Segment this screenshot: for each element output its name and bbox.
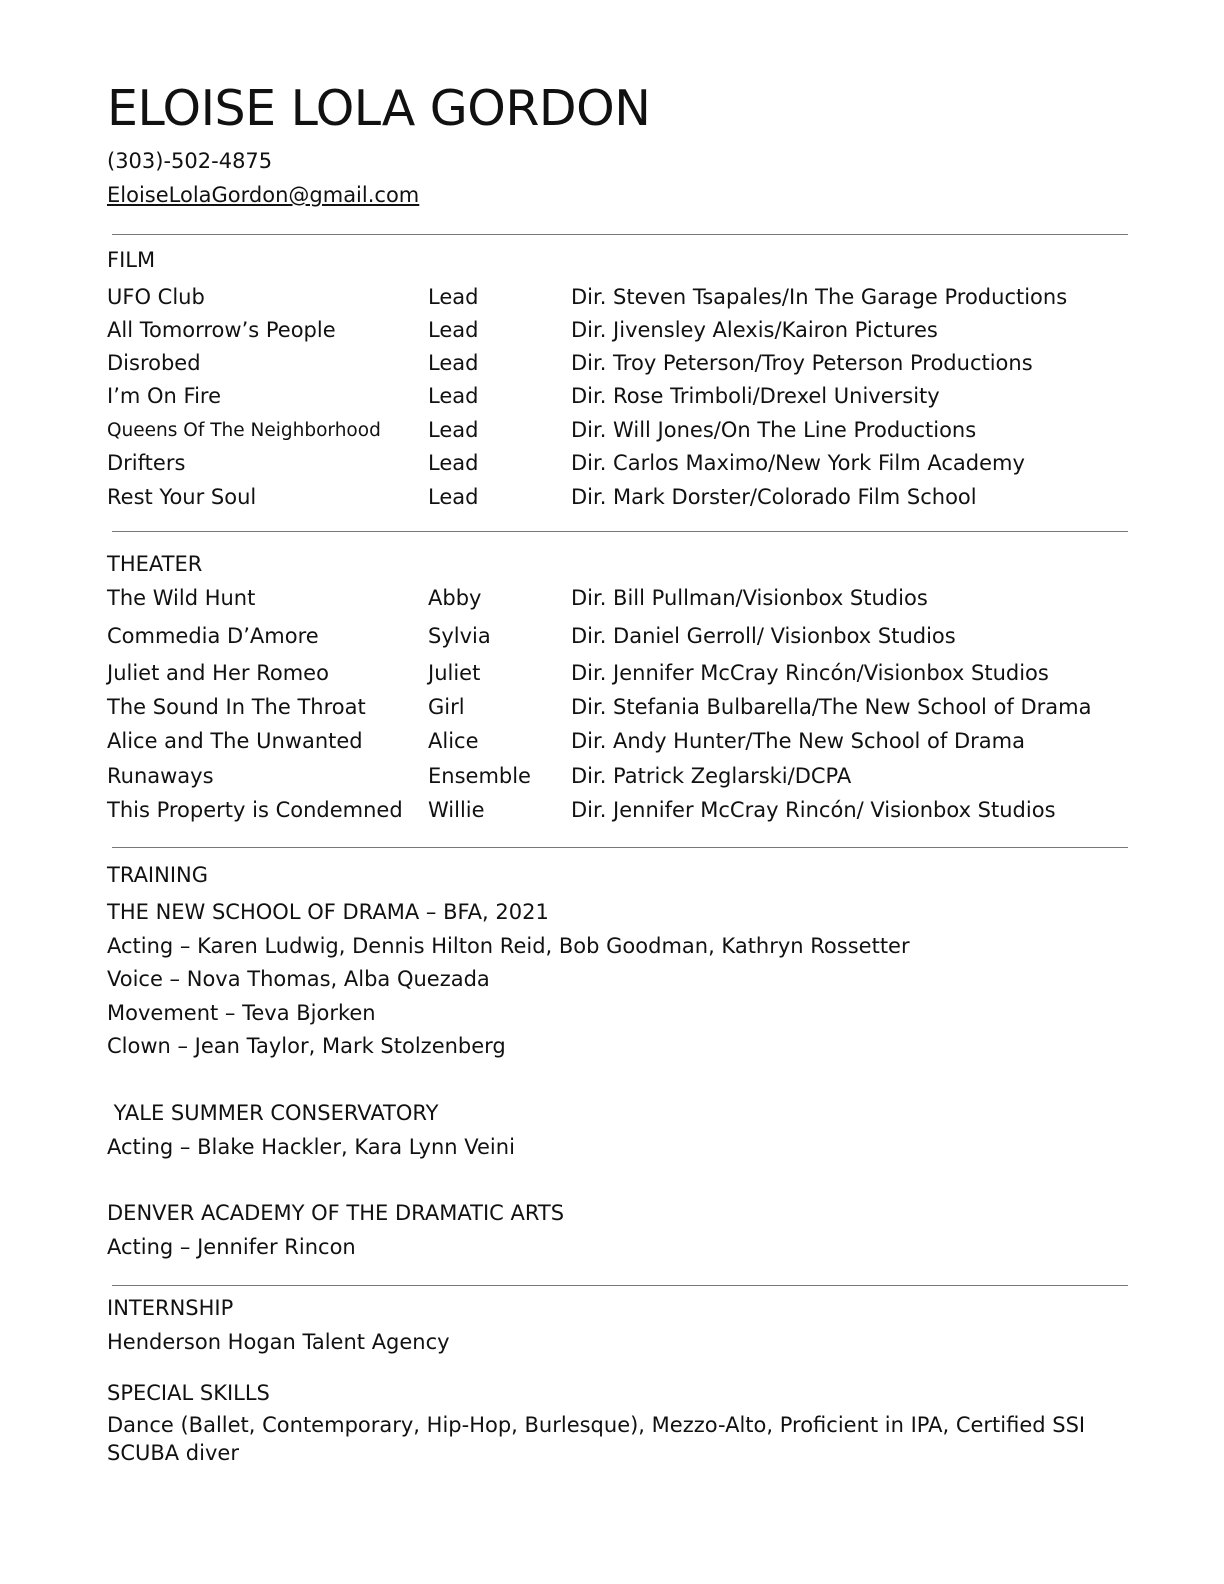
credit-title: This Property is Condemned (107, 798, 403, 822)
credit-title: The Wild Hunt (107, 586, 256, 610)
credit-title: Runaways (107, 764, 214, 788)
credit-director: Dir. Daniel Gerroll/ Visionbox Studios (571, 624, 956, 648)
credit-title: Rest Your Soul (107, 485, 257, 509)
email-link[interactable]: EloiseLolaGordon@gmail.com (107, 183, 420, 207)
film-row (107, 285, 1137, 315)
school-title: THE NEW SCHOOL OF DRAMA – BFA, 2021 (107, 900, 549, 924)
film-heading: FILM (107, 248, 156, 272)
training-line: Clown – Jean Taylor, Mark Stolzenberg (107, 1034, 506, 1058)
credit-title: Commedia D’Amore (107, 624, 319, 648)
credit-director: Dir. Jennifer McCray Rincón/Visionbox Studios (571, 661, 1049, 685)
divider (112, 847, 1128, 848)
credit-director: Dir. Will Jones/On The Line Productions (571, 418, 977, 442)
skills-text: Dance (Ballet, Contemporary, Hip-Hop, Burlesque), Mezzo-Alto, Proficient in IPA, Certified SSI (107, 1413, 1086, 1437)
credit-title: Juliet and Her Romeo (107, 661, 329, 685)
theater-heading: THEATER (107, 552, 203, 576)
credit-role: Lead (428, 351, 479, 375)
credit-director: Dir. Mark Dorster/Colorado Film School (571, 485, 977, 509)
skills-heading: SPECIAL SKILLS (107, 1381, 270, 1405)
film-row (107, 384, 1137, 414)
credit-director: Dir. Jennifer McCray Rincón/ Visionbox Studios (571, 798, 1056, 822)
credit-title: Disrobed (107, 351, 201, 375)
film-row (107, 451, 1137, 481)
credit-director: Dir. Bill Pullman/Visionbox Studios (571, 586, 928, 610)
credit-title: Queens Of The Neighborhood (107, 420, 381, 441)
training-line: Acting – Jennifer Rincon (107, 1235, 356, 1259)
credit-title: Drifters (107, 451, 186, 475)
theater-row (107, 798, 1137, 828)
credit-role: Girl (428, 695, 465, 719)
school-title: YALE SUMMER CONSERVATORY (107, 1101, 439, 1125)
credit-role: Lead (428, 451, 479, 475)
divider (112, 234, 1128, 235)
theater-row (107, 586, 1137, 616)
credit-role: Lead (428, 384, 479, 408)
credit-director: Dir. Steven Tsapales/In The Garage Productions (571, 285, 1068, 309)
credit-role: Lead (428, 418, 479, 442)
film-row (107, 351, 1137, 381)
credit-role: Lead (428, 485, 479, 509)
theater-row (107, 661, 1137, 691)
phone-number: (303)-502-4875 (107, 149, 273, 173)
training-line: Acting – Blake Hackler, Kara Lynn Veini (107, 1135, 515, 1159)
training-line: Voice – Nova Thomas, Alba Quezada (107, 967, 490, 991)
credit-role: Lead (428, 285, 479, 309)
credit-director: Dir. Troy Peterson/Troy Peterson Productions (571, 351, 1033, 375)
divider (112, 1285, 1128, 1286)
theater-row (107, 764, 1137, 794)
credit-director: Dir. Andy Hunter/The New School of Drama (571, 729, 1025, 753)
credit-role: Juliet (428, 661, 481, 685)
credit-director: Dir. Jivensley Alexis/Kairon Pictures (571, 318, 938, 342)
credit-director: Dir. Stefania Bulbarella/The New School of Drama (571, 695, 1092, 719)
credit-role: Abby (428, 586, 482, 610)
credit-director: Dir. Patrick Zeglarski/DCPA (571, 764, 852, 788)
skills-text: SCUBA diver (107, 1441, 239, 1465)
internship-text: Henderson Hogan Talent Agency (107, 1330, 450, 1354)
credit-title: I’m On Fire (107, 384, 221, 408)
film-row (107, 318, 1137, 348)
credit-title: Alice and The Unwanted (107, 729, 363, 753)
internship-heading: INTERNSHIP (107, 1296, 234, 1320)
actor-name: ELOISE LOLA GORDON (107, 80, 651, 137)
credit-title: The Sound In The Throat (107, 695, 366, 719)
credit-role: Lead (428, 318, 479, 342)
divider (112, 531, 1128, 532)
credit-director: Dir. Rose Trimboli/Drexel University (571, 384, 940, 408)
film-row (107, 485, 1137, 515)
credit-role: Willie (428, 798, 485, 822)
credit-role: Ensemble (428, 764, 531, 788)
credit-director: Dir. Carlos Maximo/New York Film Academy (571, 451, 1025, 475)
theater-row (107, 624, 1137, 654)
film-row (107, 418, 1137, 448)
training-line: Acting – Karen Ludwig, Dennis Hilton Reid, Bob Goodman, Kathryn Rossetter (107, 934, 910, 958)
theater-row (107, 695, 1137, 725)
school-title: DENVER ACADEMY OF THE DRAMATIC ARTS (107, 1201, 565, 1225)
training-line: Movement – Teva Bjorken (107, 1001, 376, 1025)
training-heading: TRAINING (107, 863, 209, 887)
credit-title: UFO Club (107, 285, 205, 309)
credit-role: Alice (428, 729, 479, 753)
credit-title: All Tomorrow’s People (107, 318, 336, 342)
credit-role: Sylvia (428, 624, 491, 648)
theater-row (107, 729, 1137, 759)
